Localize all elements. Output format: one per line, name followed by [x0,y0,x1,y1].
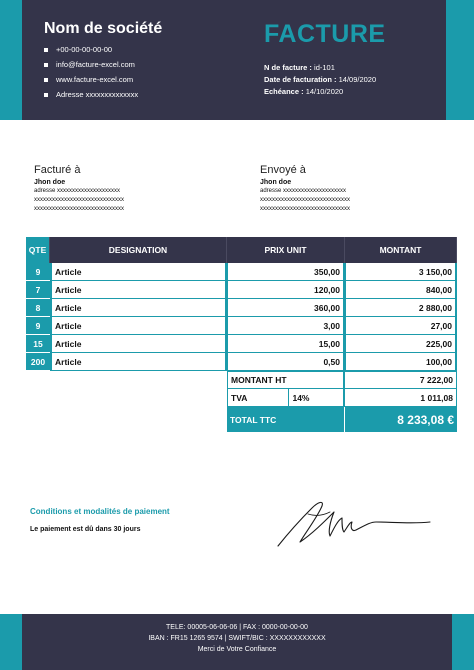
cell-montant: 2 880,00 [345,299,457,317]
cell-designation: Article [50,353,227,371]
table-row [26,263,457,281]
invoice-meta [264,63,376,99]
cell-montant: 840,00 [345,281,457,299]
cell-designation: Article [50,281,227,299]
billed-to-block [34,164,124,215]
shipped-to-line: xxxxxxxxxxxxxxxxxxxxxxxxxxxxxx [260,206,350,212]
company-name: Nom de société [44,20,163,37]
tva-rate: 14% [289,389,345,406]
billed-to-line: adresse xxxxxxxxxxxxxxxxxxxxx [34,188,121,194]
table-row [26,281,457,299]
header-accent-left [0,0,22,120]
shipped-to-line: adresse xxxxxxxxxxxxxxxxxxxxx [260,188,347,194]
cell-designation: Article [50,299,227,317]
table-header [26,237,457,263]
table-row [26,335,457,353]
contact-phone: +00-00-00-00-00 [44,45,138,60]
bullet-icon [44,93,48,97]
total-ht-label: MONTANT HT [228,372,345,388]
header-montant: MONTANT [345,237,457,263]
footer-phone-fax: TELE: 00005-06-06-06 | FAX : 0000-00-00-00 [166,624,308,631]
shipped-to-title: Envoyé à [260,164,306,176]
table-row [26,317,457,335]
total-ttc-row [227,407,457,432]
conditions-text: Le paiement est dû dans 30 jours [30,526,141,533]
invoice-title: FACTURE [264,20,386,48]
footer-bank: IBAN : FR15 1265 9574 | SWIFT/BIC : XXXXXXXXXXXX [148,635,326,642]
total-ttc-value: 8 233,08 € [397,412,454,427]
contact-address: Adresse xxxxxxxxxxxxxx [44,90,138,105]
cell-prix-unit: 15,00 [227,335,345,353]
shipped-to-line: xxxxxxxxxxxxxxxxxxxxxxxxxxxxxx [260,197,350,203]
invoice-due-date: Echéance : 14/10/2020 [264,87,344,96]
total-ttc-label: TOTAL TTC [227,407,345,432]
shipped-to-block [260,164,350,215]
cell-qte: 200 [26,353,50,371]
cell-montant: 3 150,00 [345,263,457,281]
table-row [26,299,457,317]
invoice-number: N de facture : id-101 [264,63,335,72]
table-row [26,353,457,371]
cell-designation: Article [50,317,227,335]
cell-prix-unit: 350,00 [227,263,345,281]
cell-prix-unit: 0,50 [227,353,345,371]
conditions-title: Conditions et modalités de paiement [30,507,170,516]
cell-qte: 15 [26,335,50,353]
shipped-to-name: Jhon doe [260,179,292,186]
totals-block [227,371,457,432]
tva-row [227,389,457,407]
cell-montant: 27,00 [345,317,457,335]
bullet-icon [44,48,48,52]
header-prix-unit: PRIX UNIT [227,237,345,263]
contact-website: www.facture-excel.com [44,75,138,90]
invoice-date: Date de facturation : 14/09/2020 [264,75,377,84]
header-accent-right [446,0,474,120]
billed-to-line: xxxxxxxxxxxxxxxxxxxxxxxxxxxxxx [34,206,124,212]
billed-to-name: Jhon doe [34,179,66,186]
cell-qte: 8 [26,299,50,317]
cell-prix-unit: 3,00 [227,317,345,335]
cell-prix-unit: 120,00 [227,281,345,299]
signature-image [272,492,432,554]
bullet-icon [44,78,48,82]
cell-designation: Article [50,335,227,353]
bullet-icon [44,63,48,67]
total-ht-row [227,371,457,389]
header-qte: QTE [26,237,50,263]
tva-label: TVA [228,389,289,406]
footer-thanks: Merci de Votre Confiance [197,646,277,653]
cell-qte: 9 [26,263,50,281]
cell-prix-unit: 360,00 [227,299,345,317]
footer-text [0,624,474,657]
billed-to-title: Facturé à [34,164,81,176]
cell-qte: 9 [26,317,50,335]
items-table [26,237,457,371]
tva-value: 1 011,08 [420,392,453,403]
total-ht-value: 7 222,00 [419,375,453,385]
cell-qte: 7 [26,281,50,299]
company-contacts [44,45,138,105]
billed-to-line: xxxxxxxxxxxxxxxxxxxxxxxxxxxxxx [34,197,124,203]
cell-designation: Article [50,263,227,281]
cell-montant: 100,00 [345,353,457,371]
contact-email: info@facture-excel.com [44,60,138,75]
header-designation: DESIGNATION [50,237,227,263]
cell-montant: 225,00 [345,335,457,353]
